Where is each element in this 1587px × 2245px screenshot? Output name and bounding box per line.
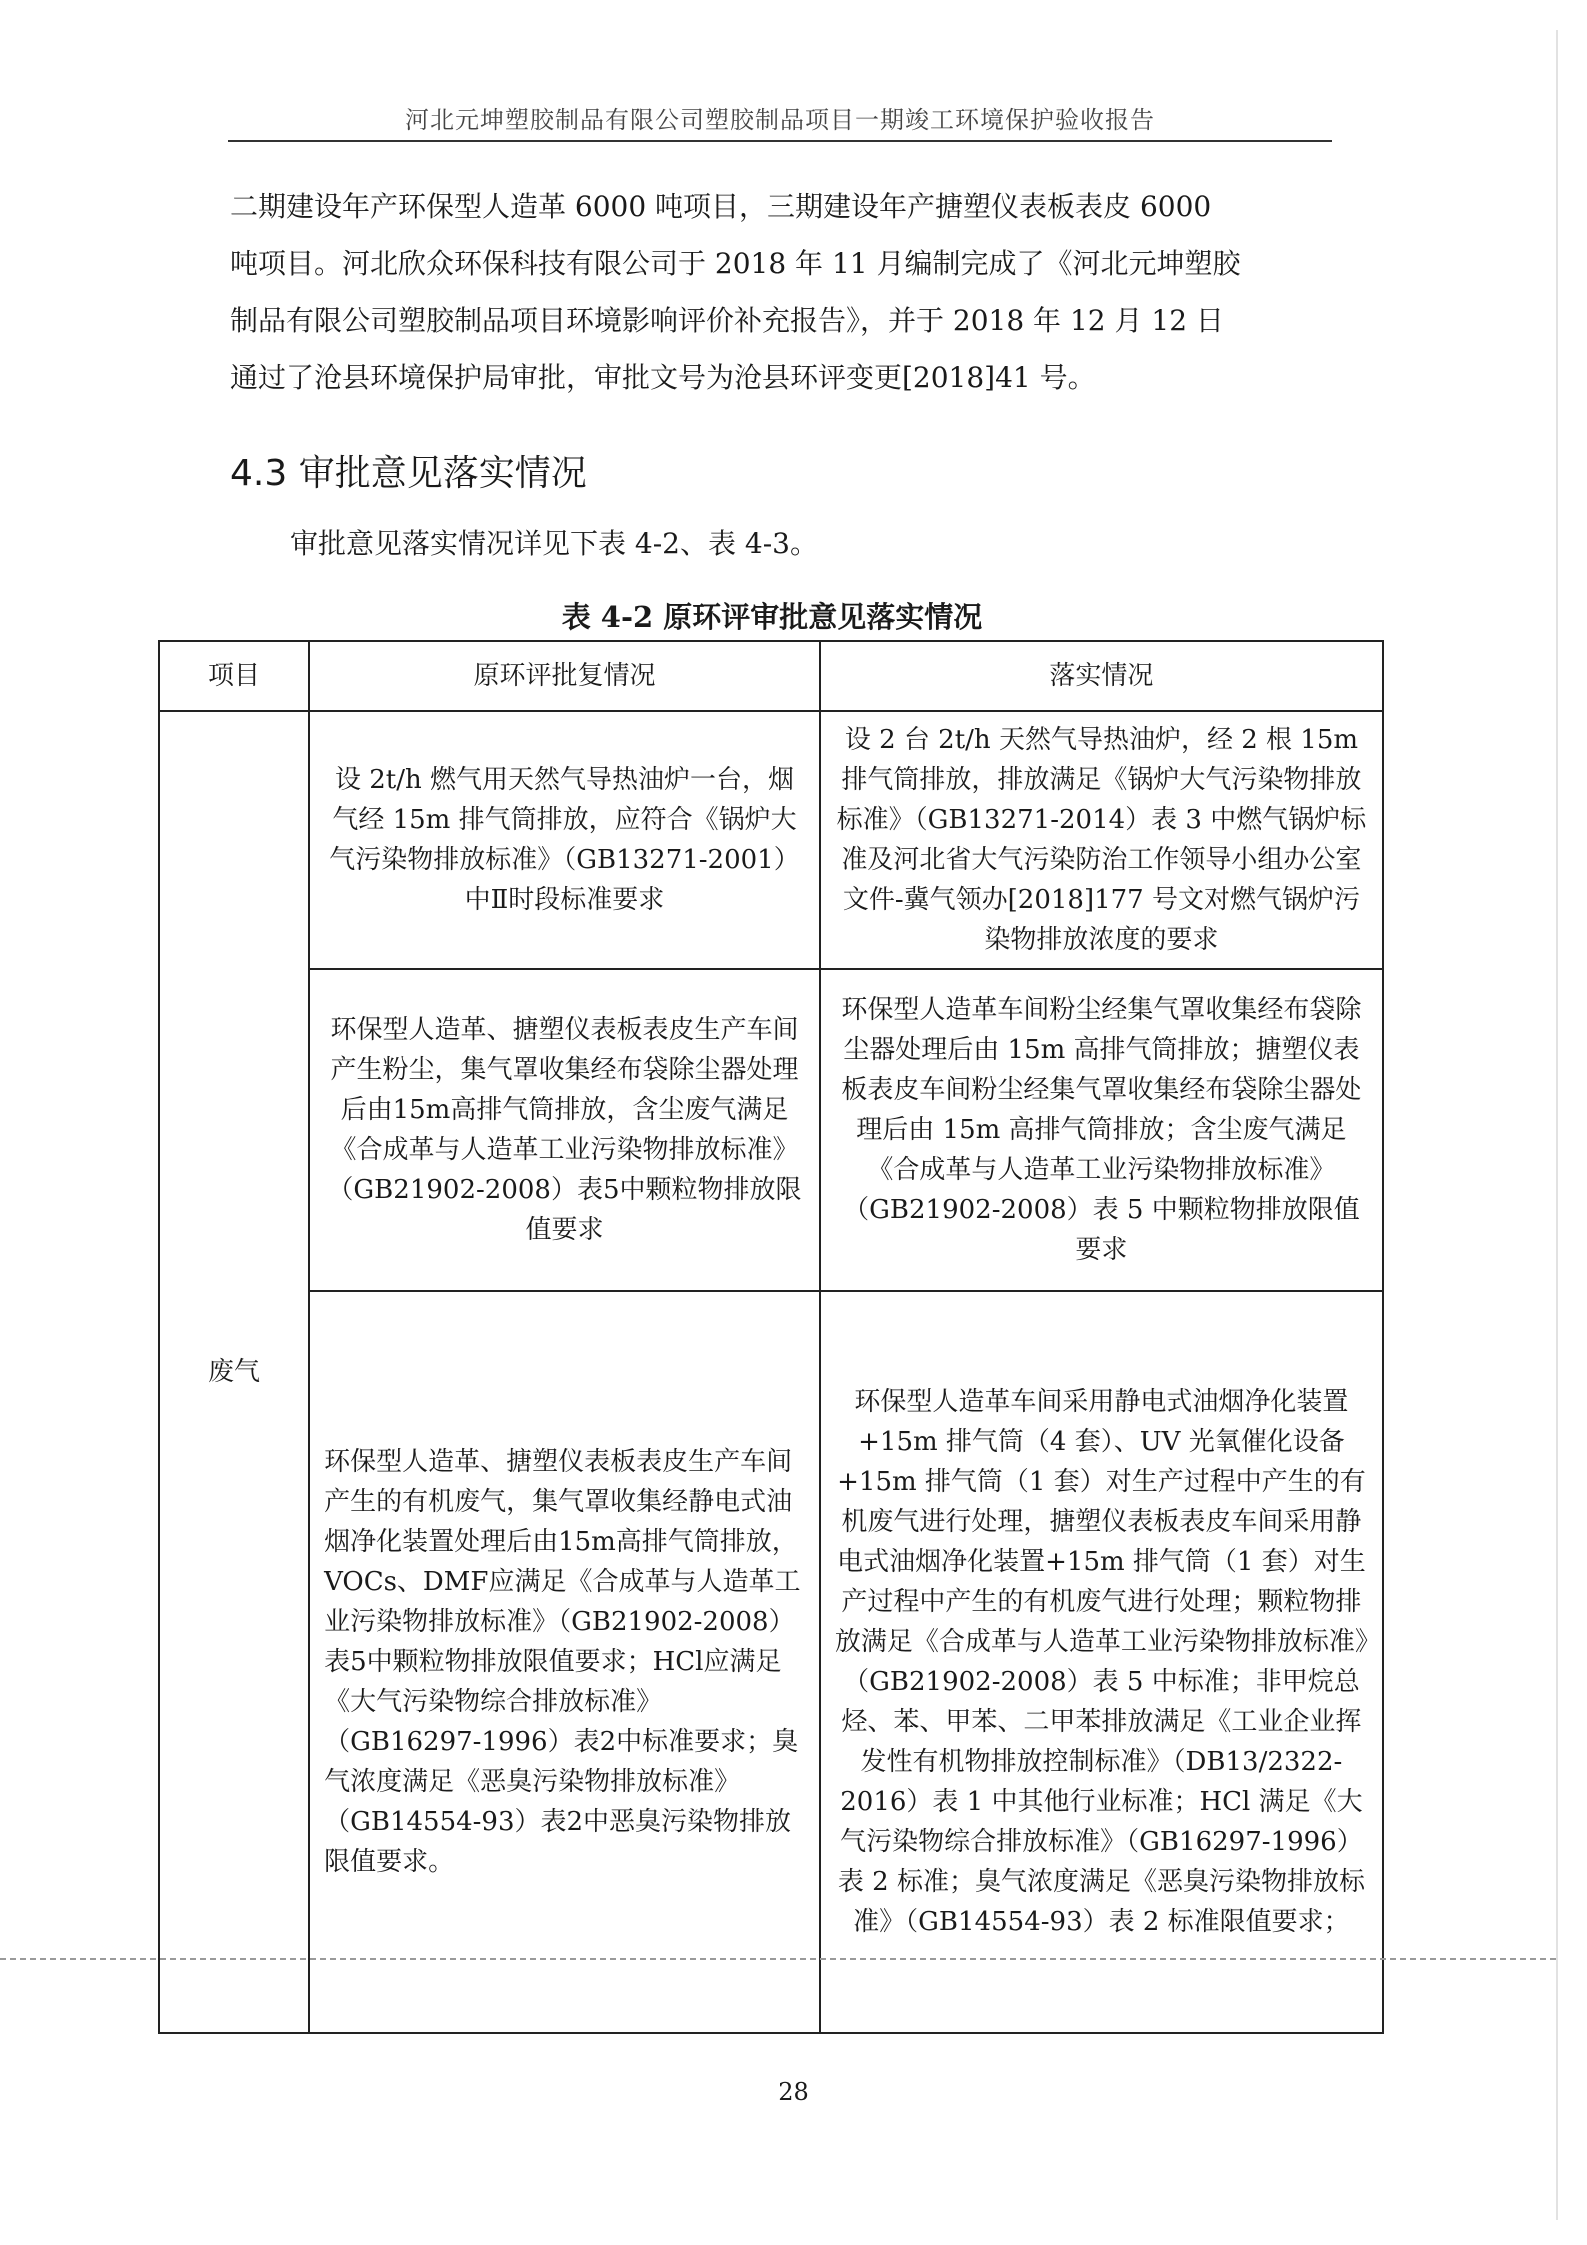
table-row bbox=[159, 711, 1383, 969]
paragraph-line: 通过了沧县环境保护局审批，审批文号为沧县环评变更[2018]41 号。 bbox=[230, 361, 1096, 394]
table-row bbox=[159, 969, 1383, 1291]
paragraph-line: 制品有限公司塑胶制品项目环境影响评价补充报告》，并于 2018 年 12 月 12 日 bbox=[230, 304, 1224, 337]
implementation-text: 环保型人造革车间粉尘经集气罩收集经布袋除尘器处理后由 15m 高排气筒排放；搪塑仪表板表皮车间粉尘经集气罩收集经布袋除尘器处理后由 15m 高排气筒排放；含尘废气满足《合成革与人造革工业污染物排放标准》（GB21902-2008）表 5 中颗粒物排放限值要求 bbox=[841, 995, 1362, 1265]
body-paragraph bbox=[230, 178, 1330, 406]
table-caption: 表 4-2 原环评审批意见落实情况 bbox=[561, 600, 983, 634]
running-header: 河北元坤塑胶制品有限公司塑胶制品项目一期竣工环境保护验收报告 bbox=[405, 106, 1155, 134]
original-text: 环保型人造革、搪塑仪表板表皮生产车间产生粉尘，集气罩收集经布袋除尘器处理后由15m高排气筒排放，含尘废气满足《合成革与人造革工业污染物排放标准》（GB21902-2008）表5中颗粒物排放限值要求 bbox=[327, 1015, 802, 1245]
implementation-text: 设 2 台 2t/h 天然气导热油炉，经 2 根 15m 排气筒排放，排放满足《锅炉大气污染物排放标准》（GB13271-2014）表 3 中燃气锅炉标准及河北省大气污染防治工作领导小组办公室文件-冀气领办[2018]177 号文对燃气锅炉污染物排放浓度的要求 bbox=[836, 725, 1367, 955]
original-cell bbox=[309, 711, 820, 969]
header-implementation: 落实情况 bbox=[820, 641, 1383, 711]
scan-edge-line bbox=[1556, 30, 1558, 2220]
original-cell bbox=[309, 969, 820, 1291]
implementation-cell bbox=[820, 969, 1383, 1291]
table-row bbox=[159, 1291, 1383, 2033]
header-rule bbox=[228, 140, 1332, 142]
paragraph-line: 二期建设年产环保型人造革 6000 吨项目，三期建设年产搪塑仪表板表皮 6000 bbox=[230, 190, 1212, 223]
category-cell: 废气 bbox=[159, 711, 309, 2033]
scan-fold-line bbox=[0, 1958, 1556, 1960]
header-item: 项目 bbox=[159, 641, 309, 711]
section-intro: 审批意见落实情况详见下表 4-2、表 4-3。 bbox=[290, 527, 818, 560]
original-cell bbox=[309, 1291, 820, 2033]
section-heading: 4.3 审批意见落实情况 bbox=[230, 453, 587, 494]
implementation-cell bbox=[820, 711, 1383, 969]
table-header-row bbox=[159, 641, 1383, 711]
original-text: 环保型人造革、搪塑仪表板表皮生产车间产生的有机废气，集气罩收集经静电式油烟净化装置处理后由15m高排气筒排放，VOCs、DMF应满足《合成革与人造革工业污染物排放标准》（GB21902-2008）表5中颗粒物排放限值要求；HCl应满足《大气污染物综合排放标准》（GB16297-1996）表2中标准要求；臭气浓度满足《恶臭污染物排放标准》（GB14554-93）表2中恶臭污染物排放限值要求。 bbox=[324, 1447, 801, 1877]
implementation-cell bbox=[820, 1291, 1383, 2033]
header-original: 原环评批复情况 bbox=[309, 641, 820, 711]
original-text: 设 2t/h 燃气用天然气导热油炉一台，烟气经 15m 排气筒排放，应符合《锅炉大气污染物排放标准》（GB13271-2001）中Ⅱ时段标准要求 bbox=[329, 765, 800, 915]
implementation-text: 环保型人造革车间采用静电式油烟净化装置+15m 排气筒（4 套）、UV 光氧催化设备+15m 排气筒（1 套）对生产过程中产生的有机废气进行处理，搪塑仪表板表皮车间采用静电式油烟净化装置+15m 排气筒（1 套）对生产过程中产生的有机废气进行处理；颗粒物排放满足《合成革与人造革工业污染物排放标准》（GB21902-2008）表 5 中标准；非甲烷总烃、苯、甲苯、二甲苯排放满足《工业企业挥发性有机物排放控制标准》（DB13/2322-2016）表 1 中其他行业标准；HCl 满足《大气污染物综合排放标准》（GB16297-1996）表 2 标准；臭气浓度满足《恶臭污染物排放标准》（GB14554-93）表 2 标准限值要求； bbox=[834, 1387, 1368, 1937]
approval-table bbox=[158, 640, 1384, 2034]
paragraph-line: 吨项目。河北欣众环保科技有限公司于 2018 年 11 月编制完成了《河北元坤塑胶 bbox=[230, 247, 1241, 280]
page-number: 28 bbox=[778, 2078, 809, 2106]
